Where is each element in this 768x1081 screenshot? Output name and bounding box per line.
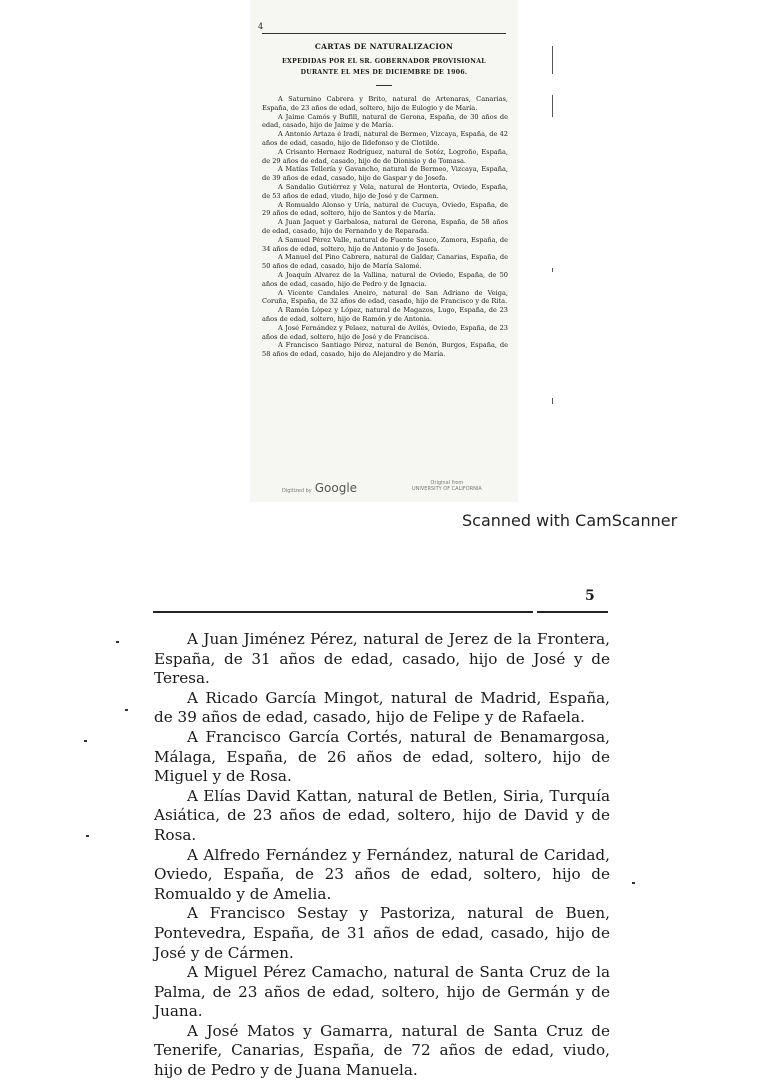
entry: A Francisco García Cortés, natural de Benamargosa, Málaga, España, de 26 años de edad, soltero, hijo de Miguel y de Rosa. [154, 727, 610, 786]
entry: A José Fernández y Pelaez, natural de Avilés, Oviedo, España, de 23 años de edad, soltero, hijo de José y de Francisca. [262, 323, 508, 341]
entry: A Joaquín Alvarez de la Vallina, natural de Oviedo, España, de 50 años de edad, casado, hijo de Pedro y de Ignacia. [262, 270, 508, 288]
google-digitized-mark [282, 481, 357, 495]
google-logo: Google [314, 481, 358, 495]
university-label: UNIVERSITY OF CALIFORNIA [412, 486, 482, 492]
entries-list-page-5 [154, 630, 610, 1081]
header-rule [153, 611, 533, 613]
title-divider [376, 85, 392, 86]
margin-mark [552, 398, 553, 404]
entry: A Manuel del Pino Cabrera, natural de Galdar, Canarias, España, de 50 años de edad, casado, hijo de María Salomé. [262, 253, 508, 271]
entry: A Juan Jiménez Pérez, natural de Jerez de la Frontera, España, de 31 años de edad, casado, hijo de José y de Teresa. [154, 630, 610, 688]
header-rule [537, 611, 608, 613]
entry: A Matías Tellería y Gavancho, natural de Bermeo, Vizcaya, España, de 39 años de edad, casado, hijo de Gaspar y de Josefa. [262, 165, 508, 183]
university-mark [412, 480, 482, 492]
entry: A Vicente Candales Aneiro, natural de San Adriano de Veiga, Coruña, España, de 32 años de edad, casado, hijo de Francisco y de Rita. [262, 288, 508, 306]
camscanner-caption: Scanned with CamScanner [462, 511, 678, 530]
margin-mark [552, 268, 553, 272]
document-subtitle: EXPEDIDAS POR EL SR. GOBERNADOR PROVISIONAL [282, 58, 486, 65]
document-subtitle-date: DURANTE EL MES DE DICIEMBRE DE 1906. [300, 69, 468, 76]
entry: A Saturnino Cabrera y Brito, natural de Artenaras, Canarias, España, de 23 años de edad, soltero, hijo de Eulogio y de María. [262, 95, 508, 112]
scan-speck [116, 641, 119, 643]
entry: A Sandalio Gutiérrez y Vela, natural de Hontoria, Oviedo, España, de 53 años de edad, viudo, hijo de José y de Carmen. [262, 182, 508, 200]
entry: A Samuel Pérez Valle, natural de Fuente Sauco, Zamora, España, de 34 años de edad, soltero, hijo de Antonio y de Josefa. [262, 235, 508, 253]
entry: A Ramón López y López, natural de Magazos, Lugo, España, de 23 años de edad, soltero, hijo de Ramón y de Antonia. [262, 306, 508, 323]
entry: A Juan Jaquet y Garbalosa, natural de Gerona, España, de 58 años de edad, casado, hijo de Fernando y de Reparada. [262, 218, 508, 235]
margin-mark [552, 46, 553, 74]
entry: A Crisanto Hernaez Rodríguez, natural de Sotéz, Logroño, España, de 29 años de edad, casado, hijo de de Dionisio y de Tomasa. [262, 147, 508, 165]
original-from-label: Original from [430, 480, 464, 486]
entry: A Romualdo Alonso y Uría, natural de Cucuya, Oviedo, España, de 29 años de edad, soltero, hijo de Santos y de María. [262, 200, 508, 218]
scan-speck [632, 882, 635, 884]
entry: A Francisco Sestay y Pastoriza, natural de Buen, Pontevedra, España, de 31 años de edad, casado, hijo de José y de Cármen. [154, 904, 610, 962]
scan-speck [84, 740, 87, 742]
page-number: 5 [585, 588, 595, 604]
entry: A Antonio Artaza é Iradi, natural de Bermeo, Vizcaya, España, de 42 años de edad, casado, hijo de Ildefonso y de Clotilde. [262, 130, 508, 147]
entries-list-page-4 [262, 95, 508, 359]
entry: A Alfredo Fernández y Fernández, natural de Caridad, Oviedo, España, de 23 años de edad, soltero, hijo de Romualdo y de Amelia. [154, 845, 610, 903]
document-title: CARTAS DE NATURALIZACION [314, 42, 454, 51]
entry: A Jaime Camós y Bufill, natural de Gerona, España, de 30 años de edad, casado, hijo de Jaime y de María. [262, 112, 508, 130]
entry: A Elías David Kattan, natural de Betlen, Siria, Turquía Asiática, de 23 años de edad, soltero, hijo de David y de Rosa. [154, 786, 610, 844]
entry: A Miguel Pérez Camacho, natural de Santa Cruz de la Palma, de 23 años de edad, soltero, hijo de Germán y de Juana. [154, 963, 610, 1021]
header-rule [262, 33, 506, 34]
digitized-label: Digitized by [282, 488, 312, 494]
entry: A José Matos y Gamarra, natural de Santa Cruz de Tenerife, Canarias, España, de 72 años de edad, viudo, hijo de Pedro y de Juana Manuela. [154, 1021, 610, 1080]
entry: A Francisco Santiago Pérez, natural de Benón, Burgos, España, de 58 años de edad, casado, hijo de Alejandro y de María. [262, 341, 508, 359]
scan-speck [125, 709, 128, 711]
margin-mark [552, 95, 553, 117]
scan-speck [86, 835, 89, 837]
page-number: 4 [258, 22, 264, 31]
entry: A Ricado García Mingot, natural de Madrid, España, de 39 años de edad, casado, hijo de Felipe y de Rafaela. [154, 688, 610, 727]
